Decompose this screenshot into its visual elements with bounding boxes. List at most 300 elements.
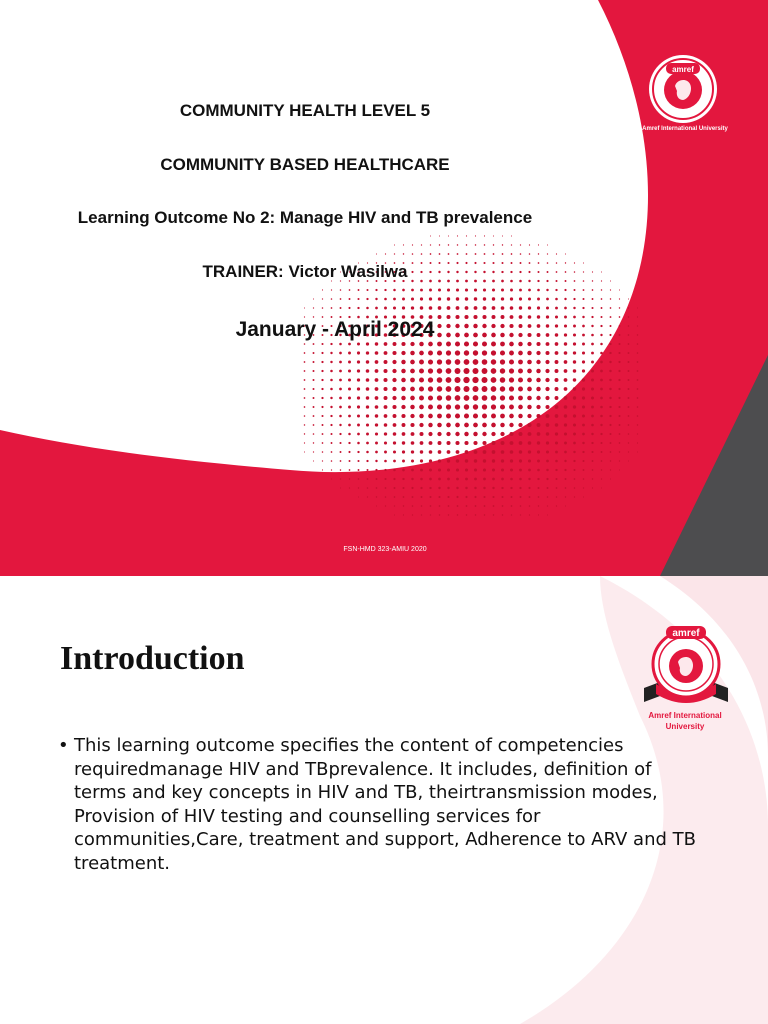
halftone-dot bbox=[491, 359, 496, 364]
halftone-dot bbox=[501, 441, 505, 445]
halftone-dot bbox=[565, 496, 566, 497]
halftone-dot bbox=[582, 343, 585, 346]
halftone-dot bbox=[509, 395, 514, 400]
halftone-dot bbox=[339, 424, 341, 426]
halftone-dot bbox=[438, 468, 441, 471]
halftone-dot bbox=[464, 341, 469, 346]
halftone-dot bbox=[546, 451, 549, 454]
halftone-dot bbox=[628, 379, 630, 381]
halftone-dot bbox=[412, 253, 414, 255]
halftone-dot bbox=[537, 423, 541, 427]
halftone-dot bbox=[600, 352, 603, 355]
halftone-dot bbox=[421, 505, 423, 507]
halftone-dot bbox=[321, 406, 323, 408]
halftone-dot bbox=[637, 415, 639, 417]
halftone-dot bbox=[331, 451, 333, 453]
halftone-dot bbox=[428, 368, 433, 373]
halftone-dot bbox=[545, 369, 549, 373]
halftone-dot bbox=[527, 423, 531, 427]
halftone-dot bbox=[482, 404, 487, 409]
halftone-dot bbox=[545, 396, 549, 400]
halftone-dot bbox=[430, 505, 432, 507]
halftone-dot bbox=[592, 469, 594, 471]
halftone-dot bbox=[447, 459, 450, 462]
halftone-dot bbox=[454, 377, 460, 383]
halftone-dot bbox=[492, 478, 495, 481]
halftone-dot bbox=[429, 459, 432, 462]
halftone-dot bbox=[464, 395, 470, 401]
halftone-dot bbox=[419, 432, 423, 436]
halftone-dot bbox=[437, 368, 442, 373]
halftone-dot bbox=[501, 487, 503, 489]
halftone-dot bbox=[600, 433, 602, 435]
halftone-dot bbox=[393, 298, 396, 301]
halftone-dot bbox=[601, 460, 603, 462]
halftone-dot bbox=[564, 414, 567, 417]
halftone-dot bbox=[419, 351, 424, 356]
halftone-dot bbox=[446, 441, 450, 445]
halftone-dot bbox=[366, 405, 369, 408]
halftone-dot bbox=[637, 352, 639, 354]
halftone-dot bbox=[529, 514, 530, 515]
halftone-dot bbox=[573, 396, 576, 399]
halftone-dot bbox=[465, 459, 468, 462]
halftone-dot bbox=[511, 514, 512, 515]
halftone-dot bbox=[349, 289, 351, 291]
halftone-dot bbox=[313, 442, 314, 443]
halftone-dot bbox=[304, 406, 306, 408]
halftone-dot bbox=[591, 442, 593, 444]
halftone-dot bbox=[330, 388, 333, 391]
halftone-dot bbox=[438, 297, 441, 300]
halftone-dot bbox=[357, 378, 360, 381]
halftone-dot bbox=[419, 387, 424, 392]
logo-caption-line1: Amref International bbox=[648, 711, 722, 720]
halftone-dot bbox=[322, 460, 323, 461]
halftone-dot bbox=[331, 469, 332, 470]
halftone-dot bbox=[538, 505, 539, 506]
halftone-dot bbox=[349, 478, 350, 479]
halftone-dot bbox=[618, 388, 620, 390]
halftone-dot bbox=[519, 459, 522, 462]
halftone-dot bbox=[509, 414, 514, 419]
halftone-dot bbox=[411, 469, 414, 472]
halftone-dot bbox=[403, 496, 405, 498]
halftone-dot bbox=[483, 478, 486, 481]
halftone-dot bbox=[492, 450, 496, 454]
halftone-dot bbox=[437, 359, 442, 364]
halftone-dot bbox=[536, 360, 540, 364]
halftone-dot bbox=[637, 406, 639, 408]
halftone-dot bbox=[500, 368, 505, 373]
halftone-dot bbox=[428, 405, 433, 410]
halftone-dot bbox=[321, 379, 323, 381]
halftone-dot bbox=[518, 423, 522, 427]
halftone-dot bbox=[555, 378, 559, 382]
halftone-dot bbox=[555, 360, 559, 364]
halftone-dot bbox=[410, 360, 415, 365]
halftone-dot bbox=[366, 423, 369, 426]
halftone-dot bbox=[421, 514, 422, 515]
halftone-dot bbox=[384, 469, 386, 471]
halftone-dot bbox=[366, 451, 369, 454]
halftone-dot bbox=[582, 396, 585, 399]
halftone-dot bbox=[401, 369, 406, 374]
halftone-dot bbox=[385, 505, 386, 506]
halftone-dot bbox=[403, 514, 404, 515]
halftone-dot bbox=[447, 306, 451, 310]
halftone-dot bbox=[628, 397, 630, 399]
halftone-dot bbox=[473, 413, 478, 418]
halftone-dot bbox=[410, 423, 414, 427]
halftone-dot bbox=[421, 496, 423, 498]
halftone-dot bbox=[538, 496, 540, 498]
halftone-dot bbox=[528, 478, 530, 480]
halftone-dot bbox=[367, 496, 368, 497]
halftone-dot bbox=[555, 414, 559, 418]
halftone-dot bbox=[410, 342, 414, 346]
halftone-dot bbox=[446, 342, 451, 347]
halftone-dot bbox=[637, 388, 639, 390]
halftone-dot bbox=[340, 289, 342, 291]
halftone-dot bbox=[376, 496, 377, 497]
halftone-dot bbox=[519, 469, 522, 472]
halftone-dot bbox=[357, 424, 360, 427]
halftone-dot bbox=[384, 351, 388, 355]
halftone-dot bbox=[394, 487, 396, 489]
halftone-dot bbox=[500, 342, 505, 347]
halftone-dot bbox=[527, 369, 532, 374]
halftone-dot bbox=[438, 441, 442, 445]
halftone-dot bbox=[518, 351, 523, 356]
halftone-dot bbox=[528, 487, 530, 489]
halftone-dot bbox=[375, 342, 378, 345]
halftone-dot bbox=[466, 514, 467, 515]
halftone-dot bbox=[331, 289, 332, 290]
halftone-dot bbox=[474, 478, 477, 481]
halftone-dot bbox=[500, 414, 505, 419]
halftone-dot bbox=[482, 350, 487, 355]
halftone-dot bbox=[528, 297, 531, 300]
halftone-dot bbox=[637, 433, 638, 434]
logo-caption-2 bbox=[628, 710, 742, 732]
halftone-dot bbox=[358, 487, 359, 488]
halftone-dot bbox=[313, 343, 315, 345]
halftone-dot bbox=[412, 505, 414, 507]
halftone-dot bbox=[502, 253, 504, 255]
halftone-dot bbox=[510, 441, 514, 445]
halftone-dot bbox=[312, 370, 314, 372]
halftone-dot bbox=[339, 352, 342, 355]
halftone-dot bbox=[340, 307, 342, 309]
halftone-dot bbox=[339, 406, 342, 409]
halftone-dot bbox=[392, 387, 396, 391]
halftone-dot bbox=[574, 487, 576, 489]
halftone-dot bbox=[511, 235, 512, 236]
halftone-dot bbox=[482, 423, 487, 428]
halftone-dot bbox=[330, 424, 332, 426]
halftone-dot bbox=[547, 253, 548, 254]
halftone-dot bbox=[536, 378, 540, 382]
halftone-dot bbox=[474, 487, 476, 489]
halftone-dot bbox=[330, 397, 332, 399]
halftone-dot bbox=[421, 253, 423, 255]
halftone-dot bbox=[340, 469, 342, 471]
halftone-dot bbox=[331, 298, 333, 300]
halftone-dot bbox=[465, 468, 468, 471]
halftone-dot bbox=[555, 387, 559, 391]
halftone-dot bbox=[447, 487, 449, 489]
halftone-dot bbox=[592, 298, 594, 300]
halftone-dot bbox=[573, 433, 576, 436]
halftone-dot bbox=[322, 424, 324, 426]
halftone-dot bbox=[330, 406, 332, 408]
halftone-dot bbox=[474, 450, 478, 454]
halftone-dot bbox=[455, 386, 461, 392]
slide-heading: Introduction bbox=[60, 640, 245, 677]
halftone-dot bbox=[357, 433, 360, 436]
halftone-dot bbox=[438, 306, 442, 310]
halftone-dot bbox=[529, 244, 530, 245]
halftone-dot bbox=[501, 289, 504, 292]
halftone-dot bbox=[519, 432, 523, 436]
halftone-dot bbox=[339, 388, 342, 391]
halftone-dot bbox=[474, 297, 477, 300]
halftone-dot bbox=[609, 415, 611, 417]
halftone-dot bbox=[546, 441, 549, 444]
halftone-dot bbox=[466, 244, 467, 245]
halftone-dot bbox=[511, 244, 512, 245]
halftone-dot bbox=[313, 352, 315, 354]
halftone-dot bbox=[484, 244, 485, 245]
logo-caption: Amref International University bbox=[642, 126, 728, 132]
halftone-dot bbox=[529, 496, 531, 498]
halftone-dot bbox=[447, 478, 450, 481]
halftone-dot bbox=[446, 423, 451, 428]
halftone-dot bbox=[446, 368, 452, 374]
halftone-dot bbox=[411, 487, 413, 489]
halftone-dot bbox=[600, 343, 603, 346]
halftone-dot bbox=[401, 414, 405, 418]
halftone-dot bbox=[401, 405, 405, 409]
halftone-dot bbox=[564, 432, 567, 435]
halftone-dot bbox=[472, 386, 478, 392]
halftone-dot bbox=[313, 433, 315, 435]
halftone-dot bbox=[394, 253, 395, 254]
halftone-dot bbox=[464, 350, 469, 355]
halftone-dot bbox=[384, 289, 386, 291]
halftone-dot bbox=[609, 406, 611, 408]
halftone-dot bbox=[428, 351, 433, 356]
halftone-dot bbox=[510, 450, 514, 454]
halftone-dot bbox=[430, 244, 431, 245]
halftone-dot bbox=[384, 432, 387, 435]
halftone-dot bbox=[357, 369, 360, 372]
halftone-dot bbox=[628, 388, 630, 390]
bullet-item bbox=[58, 734, 708, 875]
halftone-dot bbox=[518, 342, 522, 346]
halftone-dot bbox=[466, 505, 468, 507]
halftone-dot bbox=[546, 469, 548, 471]
halftone-dot bbox=[564, 396, 568, 400]
halftone-dot bbox=[464, 404, 469, 409]
halftone-dot bbox=[348, 451, 350, 453]
halftone-dot bbox=[493, 244, 494, 245]
halftone-dot bbox=[358, 496, 359, 497]
halftone-dot bbox=[455, 395, 461, 401]
halftone-dot bbox=[482, 432, 486, 436]
date-range: January - April 2024 bbox=[235, 318, 435, 341]
halftone-dot bbox=[384, 423, 388, 427]
halftone-dot bbox=[618, 370, 620, 372]
halftone-dot bbox=[565, 478, 567, 480]
halftone-dot bbox=[527, 351, 531, 355]
halftone-dot bbox=[545, 378, 549, 382]
halftone-dot bbox=[546, 414, 550, 418]
halftone-dot bbox=[438, 478, 441, 481]
halftone-dot bbox=[610, 307, 612, 309]
halftone-dot bbox=[375, 298, 377, 300]
halftone-dot bbox=[304, 424, 305, 425]
halftone-dot bbox=[628, 424, 630, 426]
halftone-dot bbox=[321, 343, 323, 345]
halftone-dot bbox=[475, 235, 476, 236]
halftone-dot bbox=[519, 441, 523, 445]
halftone-dot bbox=[610, 469, 611, 470]
halftone-dot bbox=[601, 289, 602, 290]
halftone-dot bbox=[502, 505, 504, 507]
halftone-dot bbox=[304, 433, 305, 434]
halftone-dot bbox=[312, 379, 314, 381]
halftone-dot bbox=[591, 406, 594, 409]
halftone-dot bbox=[474, 288, 477, 291]
halftone-dot bbox=[609, 388, 611, 390]
halftone-dot bbox=[402, 289, 405, 292]
halftone-dot bbox=[331, 442, 333, 444]
halftone-dot bbox=[410, 396, 415, 401]
halftone-dot bbox=[520, 253, 522, 255]
halftone-dot bbox=[457, 505, 459, 507]
halftone-dot bbox=[518, 369, 523, 374]
halftone-dot bbox=[537, 450, 540, 453]
halftone-dot bbox=[583, 496, 584, 497]
halftone-dot bbox=[610, 280, 611, 281]
halftone-dot bbox=[420, 441, 424, 445]
halftone-dot bbox=[564, 307, 567, 310]
halftone-dot bbox=[509, 405, 514, 410]
halftone-dot bbox=[357, 396, 360, 399]
halftone-dot bbox=[536, 405, 540, 409]
halftone-dot bbox=[385, 487, 387, 489]
halftone-dot bbox=[456, 297, 459, 300]
halftone-dot bbox=[501, 306, 505, 310]
halftone-dot bbox=[628, 307, 629, 308]
unit-title: COMMUNITY BASED HEALTHCARE bbox=[160, 155, 450, 174]
halftone-dot bbox=[591, 361, 594, 364]
halftone-dot bbox=[474, 306, 478, 310]
halftone-dot bbox=[437, 377, 443, 383]
halftone-dot bbox=[610, 433, 612, 435]
halftone-dot bbox=[556, 496, 558, 498]
halftone-dot bbox=[430, 514, 431, 515]
halftone-dot bbox=[591, 415, 594, 418]
halftone-dot bbox=[402, 423, 406, 427]
halftone-dot bbox=[322, 307, 324, 309]
halftone-dot bbox=[609, 352, 611, 354]
halftone-dot bbox=[556, 253, 557, 254]
halftone-dot bbox=[482, 359, 488, 365]
halftone-dot bbox=[393, 289, 396, 292]
halftone-dot bbox=[483, 468, 486, 471]
halftone-dot bbox=[384, 478, 386, 480]
halftone-dot bbox=[600, 442, 602, 444]
halftone-dot bbox=[628, 415, 630, 417]
halftone-dot bbox=[491, 395, 496, 400]
halftone-dot bbox=[573, 405, 576, 408]
halftone-dot bbox=[437, 404, 442, 409]
halftone-dot bbox=[402, 469, 405, 472]
halftone-dot bbox=[573, 387, 576, 390]
halftone-dot bbox=[601, 298, 603, 300]
halftone-dot bbox=[376, 505, 377, 506]
halftone-dot bbox=[366, 442, 369, 445]
halftone-dot bbox=[456, 306, 460, 310]
halftone-dot bbox=[573, 469, 575, 471]
halftone-dot bbox=[501, 459, 504, 462]
halftone-dot bbox=[465, 487, 467, 489]
halftone-dot bbox=[410, 387, 415, 392]
halftone-dot bbox=[555, 460, 558, 463]
halftone-dot bbox=[420, 487, 422, 489]
halftone-dot bbox=[573, 307, 575, 309]
halftone-dot bbox=[573, 351, 576, 354]
halftone-dot bbox=[564, 442, 567, 445]
halftone-dot bbox=[493, 505, 495, 507]
halftone-dot bbox=[401, 378, 406, 383]
halftone-dot bbox=[546, 298, 549, 301]
halftone-dot bbox=[582, 451, 584, 453]
halftone-dot bbox=[384, 451, 387, 454]
halftone-dot bbox=[555, 342, 559, 346]
halftone-dot bbox=[618, 406, 620, 408]
halftone-dot bbox=[446, 404, 451, 409]
halftone-dot bbox=[429, 441, 433, 445]
halftone-dot bbox=[518, 414, 522, 418]
halftone-dot bbox=[610, 451, 612, 453]
halftone-dot bbox=[529, 505, 531, 507]
halftone-dot bbox=[637, 307, 638, 308]
halftone-dot bbox=[331, 307, 333, 309]
halftone-dot bbox=[592, 460, 594, 462]
halftone-dot bbox=[348, 442, 350, 444]
halftone-dot bbox=[600, 379, 603, 382]
halftone-dot bbox=[446, 359, 452, 365]
halftone-dot bbox=[384, 360, 388, 364]
halftone-dot bbox=[366, 460, 368, 462]
halftone-dot bbox=[455, 404, 460, 409]
halftone-dot bbox=[357, 298, 359, 300]
halftone-dot bbox=[366, 414, 369, 417]
halftone-dot bbox=[348, 369, 351, 372]
halftone-dot bbox=[628, 406, 630, 408]
halftone-dot bbox=[610, 478, 611, 479]
halftone-dot bbox=[304, 442, 305, 443]
course-title: COMMUNITY HEALTH LEVEL 5 bbox=[179, 101, 431, 120]
halftone-dot bbox=[501, 478, 504, 481]
halftone-dot bbox=[537, 306, 540, 309]
halftone-dot bbox=[394, 244, 395, 245]
halftone-dot bbox=[366, 289, 368, 291]
